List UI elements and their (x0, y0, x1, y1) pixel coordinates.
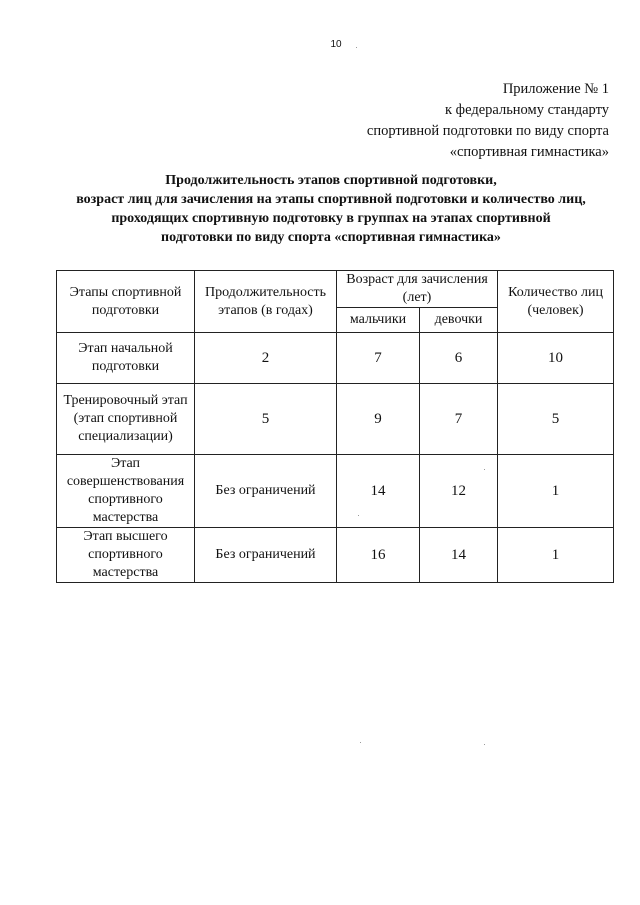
cell-stage: Тренировочный этап (этап спортивной специализации) (57, 384, 195, 455)
stages-table (56, 270, 614, 583)
title-line-3: проходящих спортивную подготовку в группах на этапах спортивной (111, 211, 551, 226)
cell-count: 5 (498, 384, 614, 455)
header-age: Возраст для зачисления (лет) (337, 271, 498, 308)
table-header-row (57, 271, 614, 308)
cell-girls: 6 (420, 333, 498, 384)
table-row (57, 333, 614, 384)
appendix-line-4: «спортивная гимнастика» (449, 144, 609, 160)
appendix-line-1: Приложение № 1 (502, 81, 609, 97)
cell-girls: 7 (420, 384, 498, 455)
page-number: 10 (330, 39, 342, 50)
table-row (57, 384, 614, 455)
cell-duration: Без ограничений (195, 528, 337, 583)
cell-girls: 14 (420, 528, 498, 583)
cell-duration: 5 (195, 384, 337, 455)
cell-stage: Этап высшего спортивного мастерства (57, 528, 195, 583)
title-line-4: подготовки по виду спорта «спортивная гимнастика» (161, 230, 501, 245)
scan-speck (358, 515, 359, 516)
title-line-1: Продолжительность этапов спортивной подготовки, (165, 173, 497, 188)
scan-speck (484, 744, 485, 745)
document-title (20, 171, 640, 247)
header-stages: Этапы спортивной подготовки (57, 271, 195, 333)
table-row (57, 528, 614, 583)
cell-girls: 12 (420, 455, 498, 528)
cell-boys: 7 (337, 333, 420, 384)
appendix-line-3: спортивной подготовки по виду спорта (366, 123, 609, 139)
scan-speck (484, 469, 485, 470)
header-girls: девочки (420, 308, 498, 333)
table-row (57, 455, 614, 528)
cell-boys: 9 (337, 384, 420, 455)
cell-boys: 16 (337, 528, 420, 583)
header-duration: Продолжительность этапов (в годах) (195, 271, 337, 333)
header-count: Количество лиц (человек) (498, 271, 614, 333)
title-line-2: возраст лиц для зачисления на этапы спортивной подготовки и количество лиц, (76, 192, 586, 207)
cell-duration: Без ограничений (195, 455, 337, 528)
scan-speck (360, 742, 361, 743)
cell-stage: Этап начальной подготовки (57, 333, 195, 384)
cell-count: 1 (498, 455, 614, 528)
cell-boys: 14 (337, 455, 420, 528)
header-boys: мальчики (337, 308, 420, 333)
appendix-line-2: к федеральному стандарту (445, 102, 609, 118)
scan-speck (356, 47, 357, 48)
cell-duration: 2 (195, 333, 337, 384)
cell-count: 10 (498, 333, 614, 384)
cell-count: 1 (498, 528, 614, 583)
cell-stage: Этап совершенствования спортивного мастерства (57, 455, 195, 528)
appendix-block (367, 79, 609, 163)
